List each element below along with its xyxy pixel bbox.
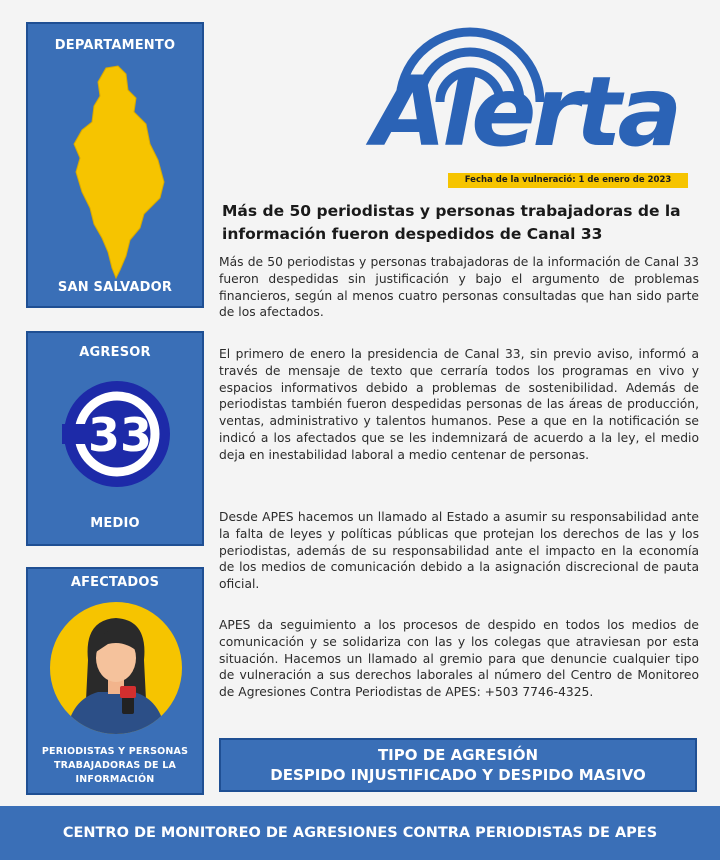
departamento-value: SAN SALVADOR [57,280,173,295]
afectados-value: PERIODISTAS Y PERSONAS TRABAJADORAS DE LA INFORMACIÓN [41,746,189,785]
agresor-panel [26,331,204,546]
footer-banner: CENTRO DE MONITOREO DE AGRESIONES CONTRA PERIODISTAS DE APES [0,806,720,860]
departamento-panel [26,22,204,308]
alerta-word: Alerta [372,56,679,168]
tipo-agresion-value: DESPIDO INJUSTIFICADO Y DESPIDO MASIVO [270,766,646,784]
afectados-panel [26,567,204,795]
headline: Más de 50 periodistas y personas trabajadoras de la información fueron despedidos de Canal 33 [222,202,681,243]
tipo-agresion-title: TIPO DE AGRESIÓN [377,746,539,764]
afectados-label: AFECTADOS [70,575,160,590]
date-bar: Fecha de la vulneració: 1 de enero de 2023 [448,173,688,188]
paragraph-1: Más de 50 periodistas y personas trabajadoras de la información de Canal 33 fueron despedidas sin justificación y bajo el argumento de problemas financieros, según al menos cuatro personas consultadas que han sido parte de los afectados. [219,255,699,320]
departamento-label: DEPARTAMENTO [54,38,176,53]
reporter-avatar-icon [48,600,184,736]
paragraph-3: Desde APES hacemos un llamado al Estado a asumir su responsabilidad ante la falta de leyes y políticas públicas que protejan los derechos de las y los periodistas, además de su responsabilidad ante el impacto en la economía de los medios de comunicación debido a la asignación discrecional de pauta oficial. [219,510,699,592]
san-salvador-map-icon [68,64,168,284]
agresor-label: AGRESOR [79,345,151,360]
alerta-logo [330,16,700,196]
paragraph-2: El primero de enero la presidencia de Canal 33, sin previo aviso, informó a través de mensaje de texto que cerraría todos los programas en vivo y espacios informativos debido a problemas de sostenibilidad. Además de periodistas también fueron despedidas personas de las áreas de producción, ventas, administrativo y talentos humanos. Pese a que en la notificación se indicó a los afectados que se les indemnizará de acuerdo a la ley, el medio deja en inestabilidad laboral a medio centenar de personas. [219,347,699,462]
tipo-agresion-box [219,738,697,792]
paragraph-4: APES da seguimiento a los procesos de despido en todos los medios de comunicación y se solidariza con las y los colegas que atraviesan por esta situación. Hacemos un llamado al gremio para que denuncie cualquier tipo de vulneración a sus derechos laborales al número del Centro de Monitoreo de Agresiones Contra Periodistas de APES: +503 7746-4325. [219,618,699,700]
agresor-type: MEDIO [90,516,140,531]
canal-33-logo-icon [62,379,172,489]
canal-33-logo-text: 33 [87,408,153,462]
